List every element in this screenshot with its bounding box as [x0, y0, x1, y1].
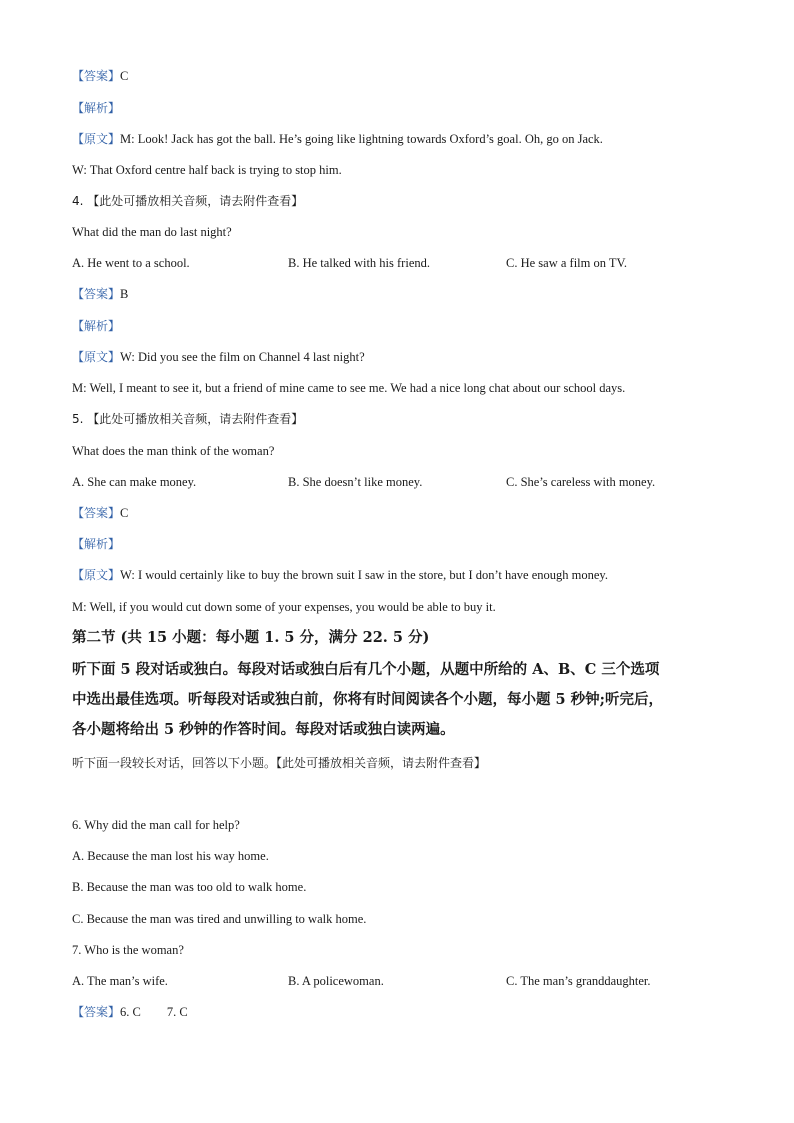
- transcript-text: W: I would certainly like to buy the brown suit I saw in the store, but I don’t have enough money.: [120, 568, 608, 582]
- answer-line-3: [72, 68, 128, 84]
- transcript-line: [72, 567, 608, 583]
- answer-line-4: [72, 286, 128, 302]
- section-instruction: 中选出最佳选项。听每段对话或独白前，你将有时间阅读各个小题，每小题 5 秒钟;听完后，: [72, 691, 664, 708]
- section-instruction: 听下面 5 段对话或独白。每段对话或独白后有几个小题，从题中所给的 A、B、C 三个选项: [72, 661, 660, 678]
- original-tag: 【原文】: [72, 132, 121, 146]
- option-c-4: C. He saw a film on TV.: [506, 256, 628, 270]
- analysis-line-5: [72, 536, 120, 552]
- option-c-5: C. She’s careless with money.: [506, 475, 656, 489]
- transcript-text: M: Look! Jack has got the ball. He’s going like lightning towards Oxford’s goal. Oh, go on Jack.: [120, 132, 603, 146]
- transcript-line: M: Well, if you would cut down some of your expenses, you would be able to buy it.: [72, 600, 496, 614]
- analysis-tag: 【解析】: [72, 319, 121, 333]
- option-b-4: B. He talked with his friend.: [288, 256, 430, 270]
- question-text-4: What did the man do last night?: [72, 225, 232, 239]
- option-b-6: B. Because the man was too old to walk home.: [72, 880, 307, 894]
- answer-value: C: [120, 506, 129, 520]
- option-b-5: B. She doesn’t like money.: [288, 475, 423, 489]
- option-a-5: A. She can make money.: [72, 475, 197, 489]
- transcript-line: [72, 131, 603, 147]
- answer-tag: 【答案】: [72, 69, 121, 83]
- option-a-6: A. Because the man lost his way home.: [72, 849, 269, 863]
- transcript-line: W: That Oxford centre half back is trying to stop him.: [72, 163, 342, 177]
- question-header-4: 4. 【此处可播放相关音频，请去附件查看】: [72, 194, 304, 208]
- section-title: 第二节 (共 15 小题：每小题 1. 5 分，满分 22. 5 分): [72, 629, 430, 646]
- analysis-tag: 【解析】: [72, 537, 121, 551]
- transcript-text: W: Did you see the film on Channel 4 last night?: [120, 350, 365, 364]
- option-a-7: A. The man’s wife.: [72, 974, 168, 988]
- original-tag: 【原文】: [72, 568, 121, 582]
- option-c-6: C. Because the man was tired and unwilling to walk home.: [72, 912, 367, 926]
- analysis-line-4: [72, 318, 120, 334]
- option-b-7: B. A policewoman.: [288, 974, 384, 988]
- section-instruction: 各小题将给出 5 秒钟的作答时间。每段对话或独白读两遍。: [72, 721, 455, 738]
- analysis-tag: 【解析】: [72, 101, 121, 115]
- original-tag: 【原文】: [72, 350, 121, 364]
- answer-tag: 【答案】: [72, 1005, 121, 1019]
- question-text-7: 7. Who is the woman?: [72, 943, 184, 957]
- option-a-4: A. He went to a school.: [72, 256, 190, 270]
- question-text-5: What does the man think of the woman?: [72, 444, 275, 458]
- transcript-line: M: Well, I meant to see it, but a friend of mine came to see me. We had a nice long chat about our school days.: [72, 381, 626, 395]
- answer-value: 7. C: [166, 1005, 188, 1019]
- answer-tag: 【答案】: [72, 287, 121, 301]
- answer-line-5: [72, 505, 128, 521]
- answer-value: C: [120, 69, 129, 83]
- answer-line-6-7: [72, 1004, 188, 1020]
- section-intro: 听下面一段较长对话，回答以下小题。【此处可播放相关音频，请去附件查看】: [72, 756, 487, 770]
- transcript-line: [72, 349, 365, 365]
- analysis-line-3: [72, 100, 120, 116]
- question-header-5: 5. 【此处可播放相关音频，请去附件查看】: [72, 412, 304, 426]
- answer-tag: 【答案】: [72, 506, 121, 520]
- question-text-6: 6. Why did the man call for help?: [72, 818, 240, 832]
- answer-value: B: [120, 287, 129, 301]
- option-c-7: C. The man’s granddaughter.: [506, 974, 651, 988]
- answer-value: 6. C: [120, 1005, 141, 1019]
